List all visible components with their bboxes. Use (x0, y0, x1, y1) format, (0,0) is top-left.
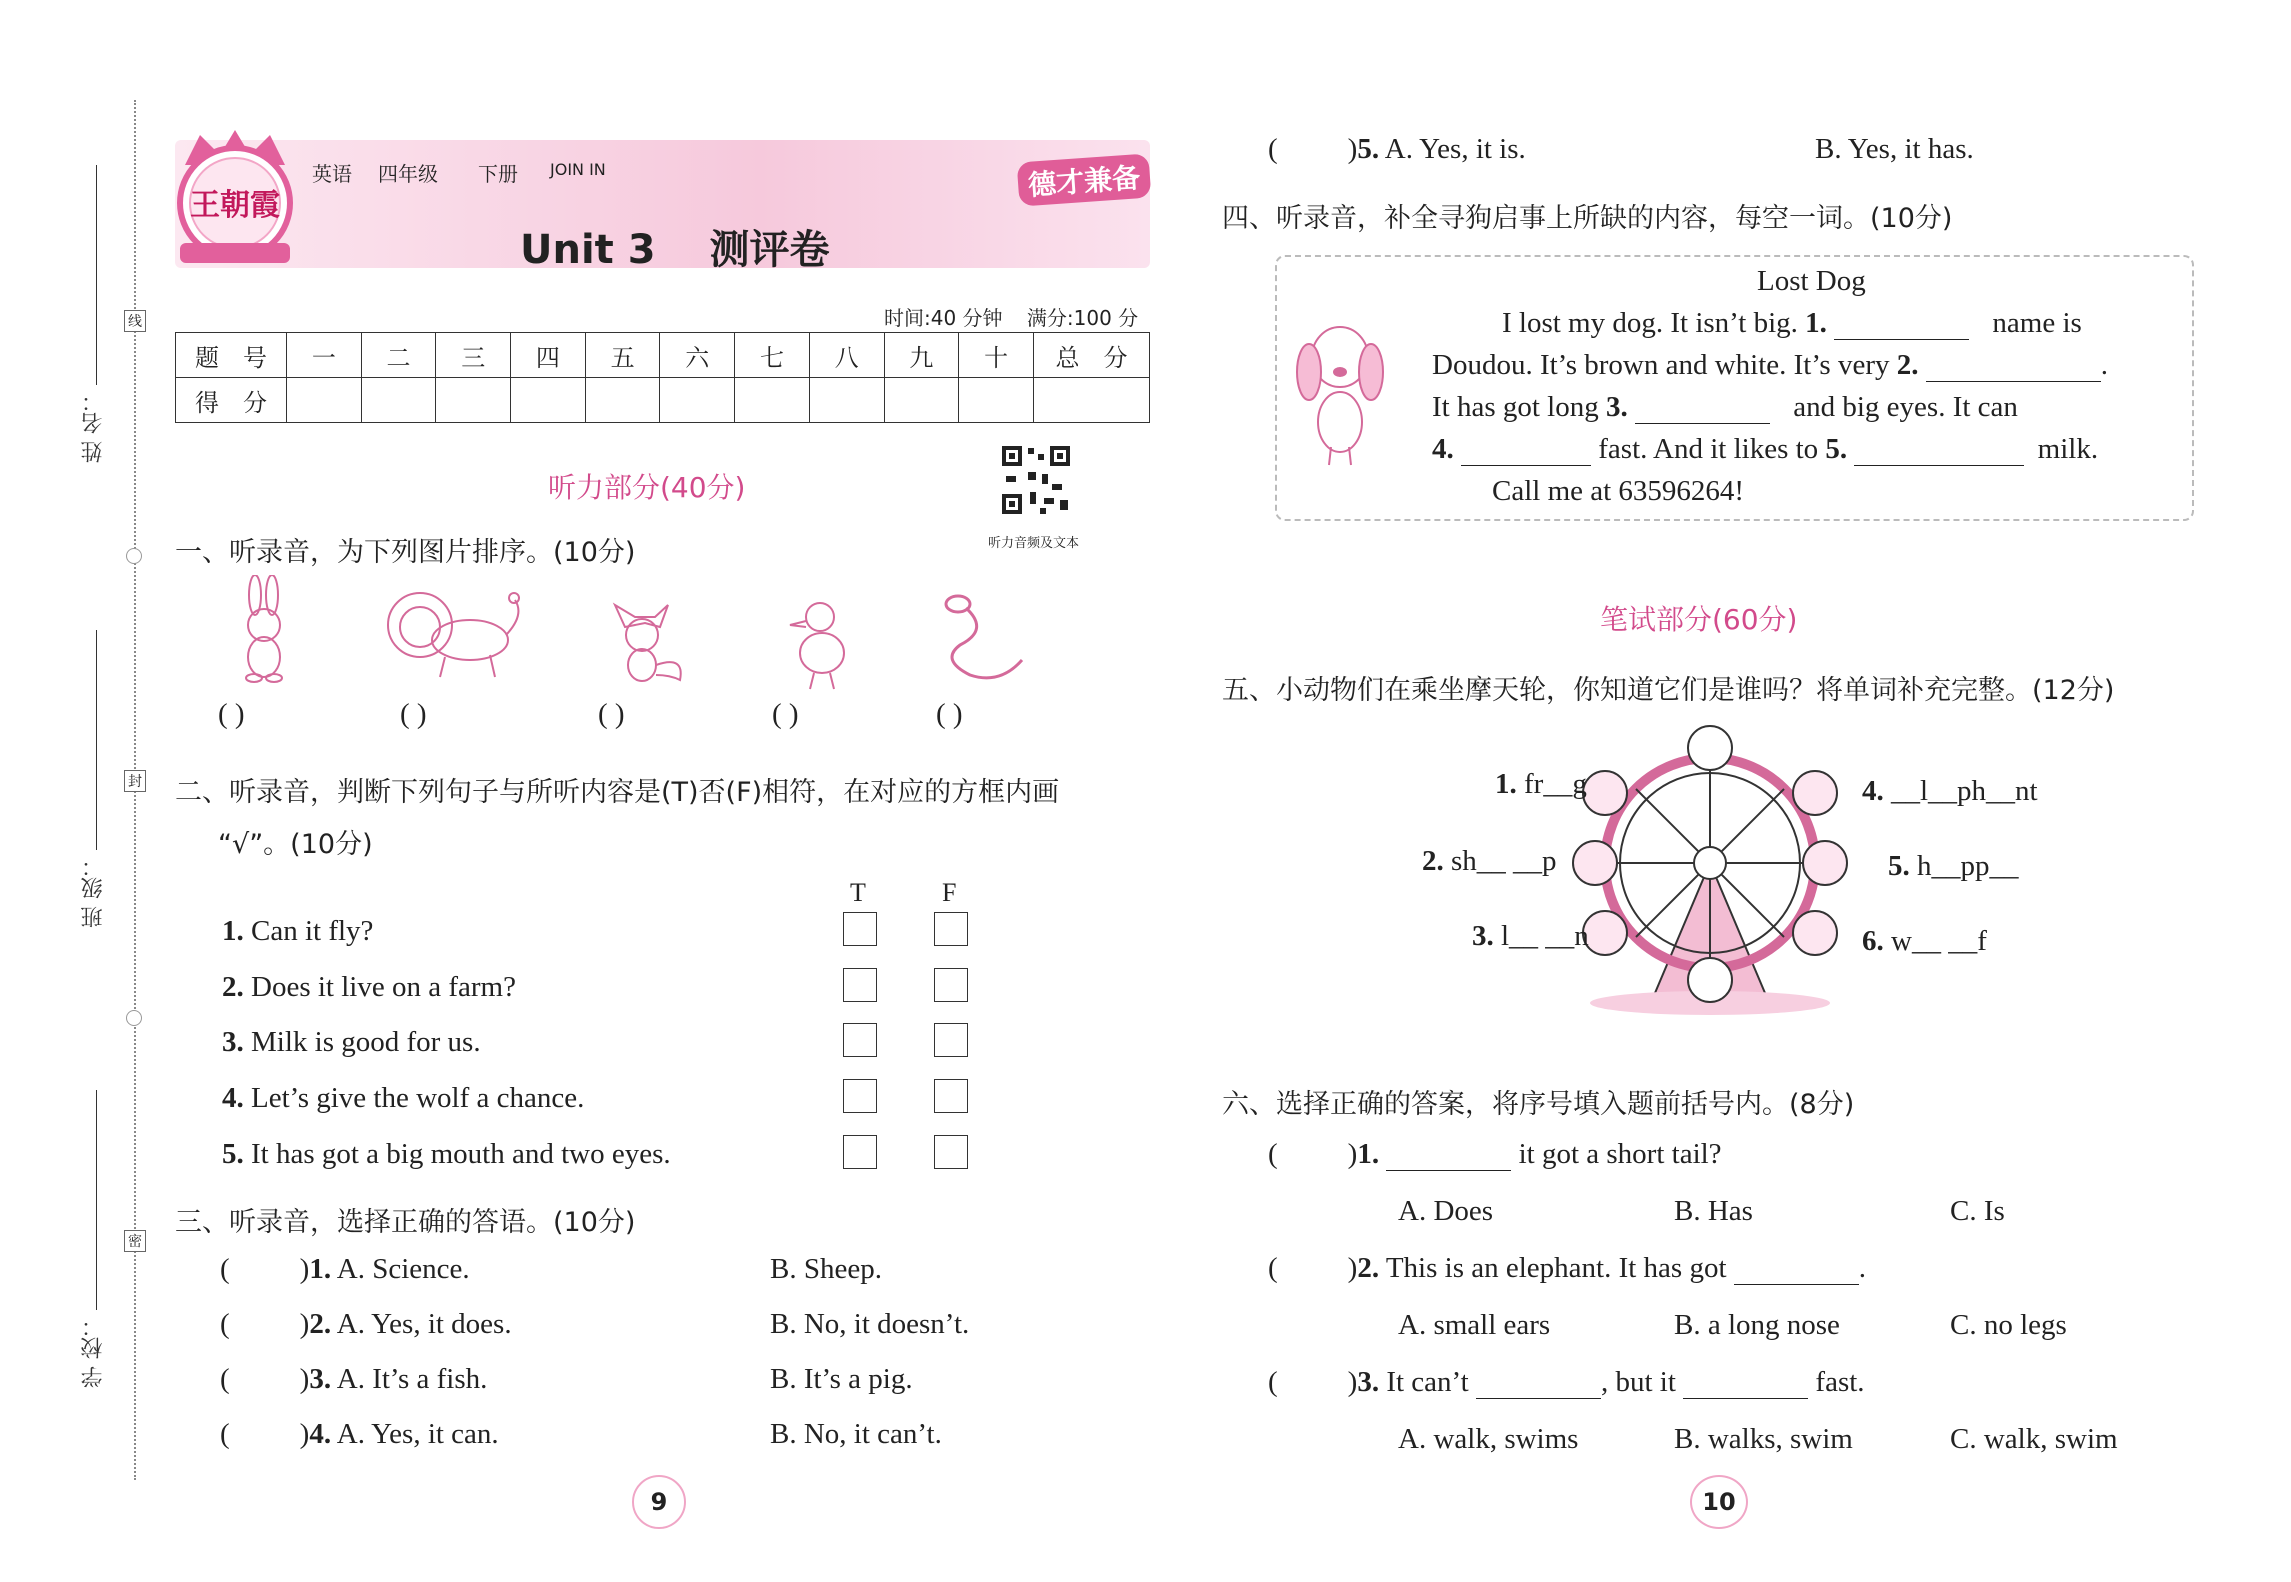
true-checkbox[interactable] (843, 1135, 877, 1169)
section6-title: 六、选择正确的答案，将序号填入题前括号内。(8分) (1222, 1089, 1855, 1120)
qr-caption: 听力音频及文本 (988, 536, 1080, 551)
false-checkbox[interactable] (934, 1135, 968, 1169)
question-stem: It can’t (1386, 1366, 1469, 1398)
score-table-row-label: 题 号 (176, 333, 287, 378)
option-a: A. Yes, it does. (336, 1308, 512, 1340)
seal-line-mark: 线 (124, 310, 146, 332)
word-item (1862, 775, 2038, 808)
notice-text: I lost my dog. It isn’t big. (1502, 307, 1798, 339)
item-number: 3. (309, 1363, 332, 1395)
score-cell[interactable] (436, 378, 511, 423)
score-table-header-row (176, 333, 1150, 378)
option-b: B. Sheep. (770, 1253, 882, 1285)
score-table-score-row (176, 378, 1150, 423)
option-a: A. walk, swims (1398, 1423, 1579, 1455)
listening-section-title: 听力部分(40分) (548, 471, 746, 504)
item-number: 3. (222, 1026, 244, 1058)
tf-item (222, 1082, 584, 1115)
tf-item (222, 1138, 671, 1171)
question-stem: . (1858, 1252, 1867, 1284)
notice-line (1502, 307, 2082, 340)
t-column-header: T (850, 878, 866, 907)
order-answer-paren[interactable]: ( ) (400, 698, 427, 730)
answer-blank[interactable] (1461, 464, 1591, 466)
notice-text: name is (1992, 307, 2082, 339)
score-col-header: 总 分 (1034, 333, 1150, 378)
item-number: 1. (1357, 1138, 1380, 1170)
question-stem: , but it (1601, 1366, 1676, 1398)
brand-name: 王朝霞 (190, 188, 280, 223)
edition-label: JOIN IN (550, 160, 606, 179)
item-text: It has got a big mouth and two eyes. (251, 1138, 671, 1170)
score-cell[interactable] (361, 378, 436, 423)
score-cell[interactable] (287, 378, 362, 423)
notice-text: and big eyes. It can (1793, 391, 2018, 423)
name-label: 姓 名： (81, 390, 106, 463)
option-c: C. walk, swim (1950, 1423, 2118, 1455)
answer-item: ( )4. A. Yes, it can. (220, 1418, 499, 1450)
false-checkbox[interactable] (934, 912, 968, 946)
badge: 德才兼备 (1017, 153, 1152, 206)
score-cell[interactable] (959, 378, 1034, 423)
word-item (1472, 920, 1589, 953)
option-b: B. walks, swim (1674, 1423, 1853, 1455)
animal-pictures-row (220, 575, 1070, 695)
item-number: 4. (309, 1418, 332, 1450)
dog-image (1295, 317, 1385, 471)
notice-contact: Call me at 63596264! (1492, 475, 1745, 507)
item-number: 5. (1888, 850, 1910, 882)
item-number: 5. (222, 1138, 244, 1170)
option-b: B. Yes, it has. (1815, 133, 1974, 165)
notice-text: Doudou. It’s brown and white. It’s very (1432, 349, 1890, 381)
page-number-right (1690, 1475, 1748, 1529)
school-label: 学 校： (81, 1315, 106, 1388)
seal-seal-mark: 封 (124, 770, 146, 792)
rabbit-image (230, 575, 300, 689)
item-number: 3. (1472, 920, 1494, 952)
notice-text: fast. And it likes to (1598, 433, 1819, 465)
notice-line (1432, 433, 2098, 466)
order-answer-paren[interactable]: ( ) (218, 698, 245, 730)
lost-dog-notice (1275, 255, 2194, 521)
option-a: A. small ears (1398, 1309, 1551, 1341)
score-col-header: 八 (809, 333, 884, 378)
binding-margin (60, 100, 150, 1480)
score-col-header: 二 (361, 333, 436, 378)
section4-title: 四、听录音，补全寻狗启事上所缺的内容，每空一词。(10分) (1222, 203, 1953, 234)
answer-blank[interactable] (1683, 1397, 1808, 1399)
answer-blank[interactable] (1854, 464, 2024, 466)
word-item (1495, 768, 1587, 801)
word-with-blanks[interactable]: l__ __n (1501, 920, 1589, 952)
answer-blank[interactable] (1734, 1283, 1859, 1285)
item-number: 3. (1357, 1366, 1380, 1398)
blank-number: 4. (1432, 433, 1454, 465)
class-field[interactable] (96, 630, 97, 850)
score-col-header: 一 (287, 333, 362, 378)
page-number-text: 10 (1702, 1488, 1736, 1516)
time-info (884, 302, 1138, 331)
word-with-blanks[interactable]: w__ __f (1891, 925, 1987, 957)
item-number: 2. (1357, 1252, 1380, 1284)
option-b: B. It’s a pig. (770, 1363, 913, 1395)
option-b: B. No, it can’t. (770, 1418, 942, 1450)
word-with-blanks[interactable]: __l__ph__nt (1891, 775, 2038, 807)
class-label: 班 级： (81, 855, 106, 928)
school-field[interactable] (96, 1090, 97, 1310)
item-text: Milk is good for us. (251, 1026, 481, 1058)
answer-item: ( )1. A. Science. (220, 1253, 470, 1285)
qr-code[interactable] (1000, 444, 1072, 516)
false-checkbox[interactable] (934, 968, 968, 1002)
answer-blank[interactable] (1386, 1169, 1511, 1171)
option-b: B. a long nose (1674, 1309, 1840, 1341)
order-answer-paren[interactable]: ( ) (936, 698, 963, 730)
option-b: B. Has (1674, 1195, 1753, 1227)
word-with-blanks[interactable]: fr__g (1524, 768, 1587, 800)
score-col-header: 七 (735, 333, 810, 378)
true-checkbox[interactable] (843, 968, 877, 1002)
item-number: 4. (1862, 775, 1884, 807)
unit-number: Unit 3 (520, 227, 656, 273)
unit-title (520, 218, 829, 275)
notice-line (1432, 349, 2108, 382)
section2-title-line2: “√”。(10分) (218, 829, 373, 860)
word-with-blanks[interactable]: h__pp__ (1917, 850, 2019, 882)
item-number: 1. (309, 1253, 332, 1285)
notice-text: It has got long (1432, 391, 1599, 423)
question-stem: This is an elephant. It has got (1385, 1252, 1727, 1284)
word-with-blanks[interactable]: sh__ __p (1451, 845, 1557, 877)
false-checkbox[interactable] (934, 1023, 968, 1057)
term-label: 下册 (478, 162, 518, 186)
answer-item: ( )3. A. It’s a fish. (220, 1363, 488, 1395)
item-text: Can it fly? (251, 915, 374, 947)
blank-number: 3. (1606, 391, 1628, 423)
score-cell[interactable] (809, 378, 884, 423)
true-checkbox[interactable] (843, 912, 877, 946)
choice-question: ( )1. it got a short tail? (1268, 1138, 1722, 1170)
name-field[interactable] (96, 165, 97, 385)
answer-blank[interactable] (1834, 338, 1969, 340)
choice-question: ( )3. It can’t , but it fast. (1268, 1366, 1865, 1398)
true-checkbox[interactable] (843, 1079, 877, 1113)
score-cell[interactable] (884, 378, 959, 423)
option-a: A. It’s a fish. (336, 1363, 488, 1395)
item-number: 2. (1422, 845, 1444, 877)
grade-label: 四年级 (378, 162, 438, 186)
blank-number: 5. (1825, 433, 1848, 465)
option-b: B. No, it doesn’t. (770, 1308, 970, 1340)
option-a: A. Does (1398, 1195, 1494, 1227)
item-number: 2. (222, 971, 244, 1003)
seal-secret-mark: 密 (124, 1230, 146, 1252)
notice-text: milk. (2037, 433, 2099, 465)
notice-line (1432, 391, 2018, 424)
blank-number: 1. (1805, 307, 1827, 339)
choice-question: ( )2. This is an elephant. It has got . (1268, 1252, 1867, 1284)
question-stem: it got a short tail? (1518, 1138, 1722, 1170)
score-col-header: 六 (660, 333, 735, 378)
option-a: A. Yes, it is. (1384, 133, 1526, 165)
ferris-wheel (1560, 718, 1860, 1018)
order-answer-paren[interactable]: ( ) (598, 698, 625, 730)
brand-logo (170, 125, 300, 270)
lion-image (380, 585, 530, 689)
score-col-header: 四 (511, 333, 586, 378)
option-c: C. Is (1950, 1195, 2005, 1227)
answer-blank[interactable] (1476, 1397, 1601, 1399)
answer-blank[interactable] (1635, 422, 1770, 424)
section2-title-line1: 二、听录音，判断下列句子与所听内容是(T)否(F)相符，在对应的方框内画 (175, 777, 1060, 808)
true-checkbox[interactable] (843, 1023, 877, 1057)
word-item (1862, 925, 1987, 958)
tf-item (222, 915, 373, 948)
full-score: 满分:100 分 (1026, 306, 1139, 330)
score-cell[interactable] (660, 378, 735, 423)
score-table (175, 332, 1150, 423)
score-col-header: 三 (436, 333, 511, 378)
option-a: A. Yes, it can. (336, 1418, 499, 1450)
fox-image (600, 595, 690, 689)
score-cell[interactable] (511, 378, 586, 423)
item-number: 1. (222, 915, 244, 947)
page-number-text: 9 (650, 1488, 668, 1516)
score-col-header: 十 (959, 333, 1034, 378)
item-text: Let’s give the wolf a chance. (251, 1082, 585, 1114)
order-answer-paren[interactable]: ( ) (772, 698, 799, 730)
score-cell[interactable] (585, 378, 660, 423)
item-number: 4. (222, 1082, 244, 1114)
item-text: Does it live on a farm? (251, 971, 516, 1003)
subject-label: 英语 (312, 162, 352, 186)
score-cell[interactable] (1034, 378, 1150, 423)
notice-title: Lost Dog (1757, 265, 1866, 297)
word-item (1888, 850, 2019, 883)
option-c: C. no legs (1950, 1309, 2067, 1341)
section3-title: 三、听录音，选择正确的答语。(10分) (175, 1207, 636, 1238)
page-number-left (632, 1475, 686, 1529)
section5-title: 五、小动物们在乘坐摩天轮，你知道它们是谁吗？将单词补充完整。(12分) (1222, 675, 2115, 706)
section1-title: 一、听录音，为下列图片排序。(10分) (175, 537, 636, 568)
notice-text: . (2100, 349, 2108, 381)
snake-image (930, 590, 1030, 694)
answer-item: ( )2. A. Yes, it does. (220, 1308, 512, 1340)
item-number: 6. (1862, 925, 1884, 957)
tf-item (222, 971, 516, 1004)
answer-blank[interactable] (1926, 380, 2101, 382)
duck-image (780, 595, 860, 699)
score-col-header: 五 (585, 333, 660, 378)
false-checkbox[interactable] (934, 1079, 968, 1113)
score-cell[interactable] (735, 378, 810, 423)
item-number: 5. (1357, 133, 1380, 165)
blank-number: 2. (1896, 349, 1919, 381)
time-limit: 时间:40 分钟 (884, 306, 1003, 330)
f-column-header: F (942, 878, 957, 907)
dot-marker (126, 1010, 142, 1026)
item-number: 1. (1495, 768, 1517, 800)
item-number: 2. (309, 1308, 332, 1340)
score-table-row-label: 得 分 (176, 378, 287, 423)
option-a: A. Science. (336, 1253, 470, 1285)
word-item (1422, 845, 1557, 878)
dot-marker (126, 548, 142, 564)
score-col-header: 九 (884, 333, 959, 378)
answer-item: ( )5. A. Yes, it is. (1268, 133, 1526, 165)
test-name: 测评卷 (709, 227, 830, 273)
tf-item (222, 1026, 481, 1059)
written-section-title: 笔试部分(60分) (1600, 603, 1798, 636)
question-stem: fast. (1815, 1366, 1865, 1398)
